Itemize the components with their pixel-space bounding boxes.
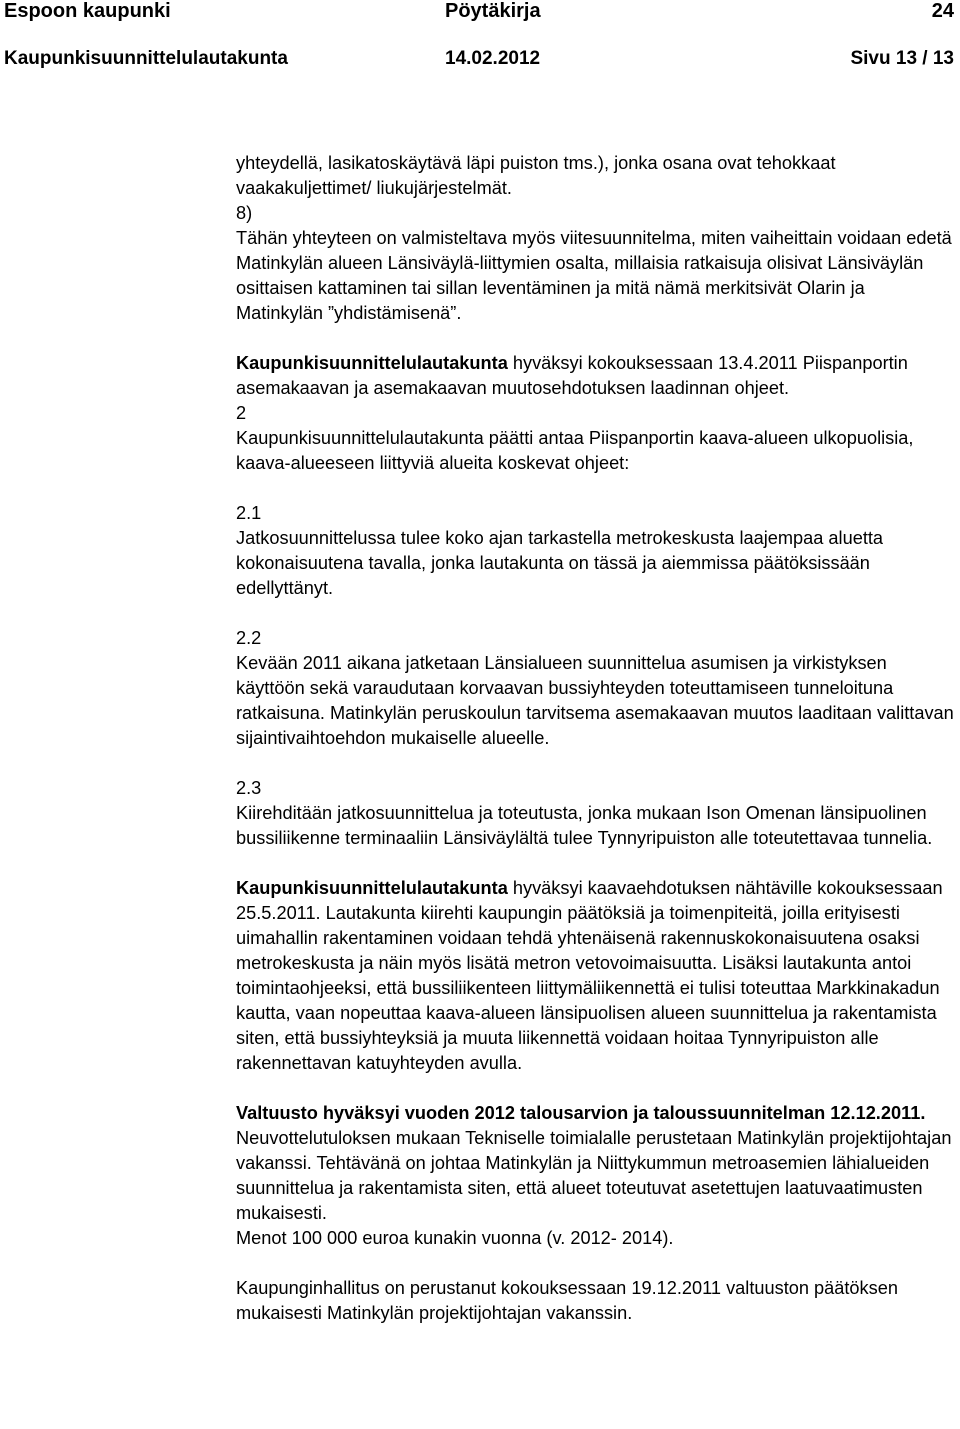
paragraph-council-decision bbox=[236, 1101, 956, 1226]
item-number-8: 8) bbox=[236, 203, 253, 223]
header-date: 14.02.2012 bbox=[445, 48, 541, 69]
item-number-2-2: 2.2 bbox=[236, 628, 262, 648]
header-document-type: Pöytäkirja bbox=[445, 0, 541, 22]
council-decision-heading: Valtuusto hyväksyi vuoden 2012 talousarvion ja taloussuunnitelman 12.12.2011. bbox=[236, 1103, 926, 1123]
paragraph-item-8: Tähän yhteyteen on valmisteltava myös viitesuunnitelma, miten vaiheittain voidaan edetä Matinkylän alueen Länsiväylä-liittymien osalta, millaisia ratkaisuja olisivat Länsiväylän osittaisen kattaminen tai sillan leventäminen ja mitä nämä merkitsivät Olarin ja Matinkylän ”yhdistämisenä”. bbox=[236, 228, 952, 323]
document-body bbox=[236, 151, 956, 1326]
paragraph-board-decision-2 bbox=[236, 876, 956, 1076]
item-number-2-1: 2.1 bbox=[236, 503, 262, 523]
header-page-number: Sivu 13 / 13 bbox=[850, 48, 954, 69]
board-name: Kaupunkisuunnittelulautakunta bbox=[236, 353, 508, 373]
board-decision-text: hyväksyi kokouksessaan 13.4.2011 Piispanportin asemakaavan ja asemakaavan muutosehdotuksen laadinnan ohjeet. bbox=[236, 353, 908, 398]
paragraph-board-decision-1 bbox=[236, 351, 956, 401]
board-decision-text: hyväksyi kaavaehdotuksen nähtäville kokouksessaan 25.5.2011. Lautakunta kiirehti kaupungin päätöksiä ja toimenpiteitä, joilla erityisesti uimahallin rakentaminen voidaan tehdä yhtenäisenä rakennuskokonaisuutena osaksi metrokeskusta ja näin myös lisätä metron vetovoimaisuutta. Lisäksi lautakunta antoi toimintaohjeeksi, että bussiliikenteen liittymäliikennettä ei tulisi toteuttaa Markkinakadun kautta, vaan nopeuttaa kaava-alueen länsipuolisen alueen suunnittelua ja rakentamista siten, että bussiyhteyksiä ja muuta liikennettä voidaan hoitaa Tynnyripuiston alle rakennettavan katuyhteyden avulla. bbox=[236, 878, 943, 1073]
header-board: Kaupunkisuunnittelulautakunta bbox=[4, 48, 288, 69]
header-city: Espoon kaupunki bbox=[4, 0, 171, 22]
paragraph-continuation: yhteydellä, lasikatoskäytävä läpi puiston tms.), jonka osana ovat tehokkaat vaakakuljettimet/ liukujärjestelmät. bbox=[236, 153, 836, 198]
council-decision-text: Neuvottelutuloksen mukaan Tekniselle toimialalle perustetaan Matinkylän projektijohtajan vakanssi. Tehtävänä on johtaa Matinkylän ja Niittykummun metroasemien lähialueiden suunnittelua ja rakentamista siten, että alueet toteutuvat asetettujen laatuvaatimusten mukaisesti. bbox=[236, 1128, 952, 1223]
board-name: Kaupunkisuunnittelulautakunta bbox=[236, 878, 508, 898]
item-number-2-3: 2.3 bbox=[236, 778, 262, 798]
paragraph-item-2: Kaupunkisuunnittelulautakunta päätti antaa Piispanportin kaava-alueen ulkopuolisia, kaava-alueeseen liittyviä alueita koskevat ohjeet: bbox=[236, 428, 914, 473]
item-number-2: 2 bbox=[236, 403, 247, 423]
header-item-number: 24 bbox=[931, 0, 954, 22]
paragraph-item-2-2: Kevään 2011 aikana jatketaan Länsialueen suunnittelua asumisen ja virkistyksen käyttöön sekä varaudutaan korvaavan bussiyhteyden toteuttamiseen tunneloituna ratkaisuna. Matinkylän peruskoulun tarvitsema asemakaavan muutos laaditaan valittavan sijaintivaihtoehdon mukaiselle alueelle. bbox=[236, 653, 954, 748]
paragraph-city-board: Kaupunginhallitus on perustanut kokouksessaan 19.12.2011 valtuuston päätöksen mukaisesti Matinkylän projektijohtajan vakanssin. bbox=[236, 1278, 898, 1323]
paragraph-costs: Menot 100 000 euroa kunakin vuonna (v. 2012- 2014). bbox=[236, 1228, 674, 1248]
paragraph-item-2-1: Jatkosuunnittelussa tulee koko ajan tarkastella metrokeskusta laajempaa aluetta kokonaisuutena tavalla, jonka lautakunta on tässä ja aiemmissa päätöksissään edellyttänyt. bbox=[236, 528, 884, 598]
paragraph-item-2-3: Kiirehditään jatkosuunnittelua ja toteutusta, jonka mukaan Ison Omenan länsipuolinen bussiliikenne terminaaliin Länsiväylältä tulee Tynnyripuiston alle toteutettavaa tunnelia. bbox=[236, 803, 933, 848]
